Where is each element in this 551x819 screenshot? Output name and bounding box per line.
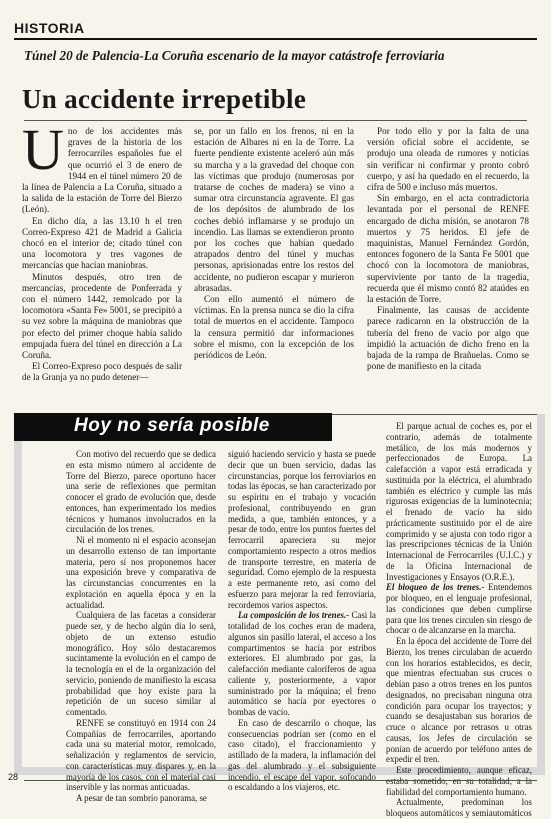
page-number: 28 <box>8 772 19 782</box>
sidebar-column-3 <box>386 421 532 819</box>
sidebar-paragraph: RENFE se constituyó en 1914 con 24 Compañías de ferrocarriles, aportando cada una su material motor, remolcado, señalización y reglamentos de servicio, con características muy dispares y, en la mayoría de los casos, con el material casi inservible y las normas anticuadas. <box>66 717 216 793</box>
article-column-1 <box>22 117 182 384</box>
bottom-rule <box>24 780 537 781</box>
article-paragraph: se, por un fallo en los frenos, ni en la estación de Albares ni en la de Torre. La fuerte pendiente existente aceleró aún más su marcha y a la gravedad del choque con las víctimas que produjo (numerosas por tratarse de coches de madera) se vino a sumar otra circunstancia agravente. El gas de los depósitos de alumbrado de los coches debió inflamarse y se produjo un incendio. Las llamas se extendieron pronto por los coches que habían quedado atrapados dentro del túnel y muchas personas, aprisionadas entre los restos del accidente, no pudieron escapar y murieron abrasadas. <box>194 126 354 293</box>
sidebar-paragraph: En caso de descarrilo o choque, las consecuencias podrían ser (como en el caso citado), el fraccionamiento y astillado de la madera, la inflamación del gas del alumbrado y el subsiguiente incendio, el escape del vapor, sofocando o escaldando a los viajeros, etc. <box>228 717 376 793</box>
sidebar-shadow-right <box>537 414 545 768</box>
drop-cap: U <box>22 117 64 182</box>
article-column-2 <box>194 126 354 361</box>
sidebar-subheading: El bloqueo de los trenes.- <box>386 582 485 593</box>
article-paragraph: Minutos después, otro tren de mercancías, procedente de Ponferrada y con el número 1442, remolcado por la locomotora «Santa Fe» 5001, se precipitó a su vez sobre la máquina de maniobras que por efecto del primer choque había salido empujada fuera del túnel en dirección a La Coruña. <box>22 271 182 361</box>
headline: Un accidente irrepetible <box>22 84 307 114</box>
article-paragraph: Con ello aumentó el número de víctimas. En la prensa nunca se dio la cifra total de muertos en el accidente. Tampoco la censura permitió dar informaciones sobre el mismo, con la excepción de los periódicos de León. <box>194 294 354 361</box>
article-paragraph: Por todo ello y por la falta de una versión oficial sobre el accidente, se produjo una oleada de rumores y noticias sin verificar ni confirmar y pronto cobró cuerpo, y así ha quedado en el recuerdo, la cifra de 500 e incluso más muertos. <box>367 126 529 193</box>
article-paragraph: Finalmente, las causas de accidente parece radicaron en la obstrucción de la tubería del freno de vacío por algo que impidió la actuación de dicho freno en la bajada de la rampa de Brañuelas. Como se pone de manifiesto en la citada <box>367 305 529 372</box>
headline-rule <box>24 120 527 121</box>
article-paragraph: El Correo-Expreso poco después de salir de la Granja ya no pudo detener— <box>22 361 182 383</box>
sidebar-top-rule <box>332 414 537 415</box>
sidebar-paragraph: Ni el momento ni el espacio aconsejan un desarrollo extenso de tan importante materia, pero sí nos proponemos hacer una exposición breve y comparativa de las circunstancias concurrentes en la explotación en aquella época y en la actualidad. <box>66 535 216 610</box>
sidebar-column-1 <box>66 449 216 804</box>
sidebar-paragraph: A pesar de tan sombrío panorama, se <box>76 793 207 803</box>
sidebar-paragraph: Cualquiera de las facetas a considerar puede ser, y de hecho algún día lo será, objeto de un extenso estudio monográfico. Hoy sólo destacaremos sucintamente la evolución en el campo de la tecnología en el de la organización del servicio, poniendo de manifiesto la escasa probabilidad que hoy existe para la repetición de un suceso similar al comentado. <box>66 610 216 717</box>
sidebar-column-2 <box>228 449 376 793</box>
sidebar-shadow-left <box>14 441 22 767</box>
section-label: HISTORIA <box>14 20 85 36</box>
sidebar-banner <box>14 413 332 441</box>
sidebar-subheading: La composición de los trenes.- <box>238 610 350 621</box>
article-paragraph: Sin embargo, en el acta contradictoria levantada por el personal de RENFE encargado de dicha misión, se anotaron 78 muertos y 75 heridos. El jefe de maquinistas, Manuel Fernández Gordón, entonces fogonero de la Santa Fe 5001 que chocó con la locomotora de maniobras, superviviente por tanto de la tragedia, recuerda que él mismo contó 82 ataúdes en la estación de Torre. <box>367 193 529 305</box>
article-paragraph: En dicho día, a las 13.10 h el tren Correo-Expreso 421 de Madrid a Galicia chocó en el interior de; citado túnel con una locomotora y tres vagones de mercancías que hacían maniobras. <box>22 215 182 271</box>
article-column-3 <box>367 126 529 372</box>
sidebar-paragraph: Entendemos por bloqueo, en el lenguaje profesional, las condiciones que deben cumplirse para que los trenes circulen sin riesgo de chocar o de alcanzarse en la marcha. <box>386 582 533 636</box>
sidebar-paragraph: En la época del accidente de Torre del Bierzo, los trenes circulaban de acuerdo con los horarios establecidos, es decir, que mientras efectuaban sus cruces o debían paso a otros trenes en los puntos designados, no precisaban ninguna otra condición para ocupar los trayectos; y cuando se desajustaban sus horarios de cruce o alcance por retrasos u otras causas, los Jefes de circulación se ponían de acuerdo por teléfono antes de expedir el tren. <box>386 636 532 765</box>
sidebar-paragraph: Casi la totalidad de los coches eran de madera, algunos sin pasillo lateral, el acceso a los compartimentos se hacía por estribos exteriores. El alumbrado por gas, la calefacción mediante caloríferos de agua caliente y, posteriormente, a vapor suministrado por la máquina; el freno automático se hacía por eyectores o bombas de vacío. <box>228 610 377 717</box>
sidebar-paragraph: El parque actual de coches es, por el contrario, además de totalmente metálico, de los más modernos y perfeccionados de Europa. La calefacción a vapor está erradicada y sustituida por la eléctrica, el alumbrado también es eléctrico y cumple las más rigurosas exigencias de la luminotecnia; el frenado de vacío ha sido prácticamente sustituido por el de aire comprimido y se ajusta con todo rigor a las prescripciones técnicas de la Unión Internacional de Ferrocarriles (U.I.C.) y de la Oficina Internacional de Investigaciones y Ensayos (O.R.E.). <box>386 421 532 582</box>
sidebar-paragraph: Actualmente, predominan los bloqueos automáticos y semiautomáticos <box>386 797 532 818</box>
sidebar-title: Hoy no sería posible <box>74 415 270 436</box>
sidebar-paragraph: Este procedimiento, aunque eficaz, estaba sometido, en su totalidad, a la fiabilidad del comportamiento humano. <box>386 765 532 797</box>
article-paragraph: no de los accidentes más graves de la historia de los ferrocarriles españoles fue el que ocurrió el 3 de enero de 1944 en el túnel número 20 de la línea de Palencia a La Coruña, situado a la salida de la estación de Torre del Bierzo (León). <box>22 126 182 215</box>
kicker: Túnel 20 de Palencia-La Coruña escenario de la mayor catástrofe ferroviaria <box>24 48 445 63</box>
sidebar-paragraph: Con motivo del recuerdo que se dedica en esta mismo número al accidente de Torre del Bierzo, parece oportuno hacer una serie de reflexiones que permitan conocer el grado de evolución que, desde entonces, han experimentado los medios técnicos y humanos involucrados en la circulación de los trenes. <box>66 449 216 535</box>
top-rule <box>14 38 537 40</box>
sidebar-paragraph: siguió haciendo servicio y hasta se puede decir que un buen servicio, dadas las circunstancias, porque los ferroviarios en todas las épocas, se han caracterizado por su espíritu en el trabajo y vocación profesional, contribuyendo en gran medida, a que, también entonces, y a pesar de todo, entre los puntos fuertes del ferrocarril apareciera su mejor comportamiento respecto a otros medios de transporte terrestre, en materia de seguridad. Como ejemplo de la respuesta a este permanente reto, así como del esfuerzo para mejorar la red ferroviaria, recordemos varios aspectos. <box>228 449 376 610</box>
